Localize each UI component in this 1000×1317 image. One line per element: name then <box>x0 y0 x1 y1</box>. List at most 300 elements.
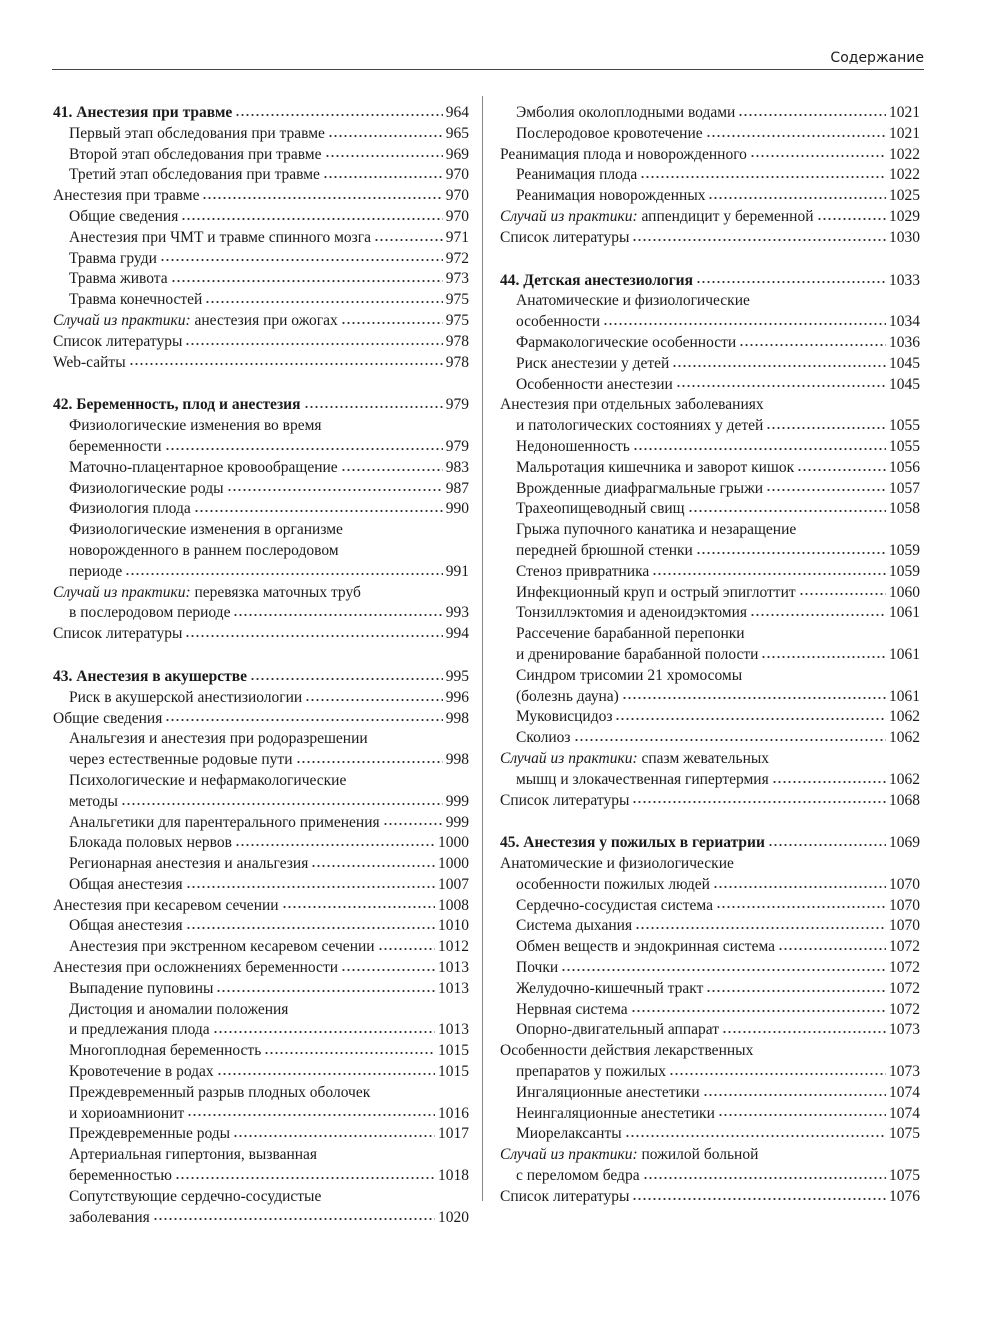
toc-entry[interactable] <box>53 624 469 645</box>
toc-entry-label <box>69 145 322 166</box>
toc-page-number: 999 <box>445 792 469 810</box>
toc-page-number: 970 <box>445 166 469 184</box>
toc-entry-text: Обмен веществ и эндокринная система <box>516 938 776 956</box>
toc-entry[interactable] <box>500 333 920 354</box>
toc-entry[interactable] <box>53 979 469 1000</box>
toc-entry-label <box>53 311 338 332</box>
leader-dots <box>165 716 442 724</box>
toc-entry[interactable] <box>500 666 920 708</box>
toc-entry-line <box>500 979 920 1000</box>
toc-entry-line <box>53 1020 469 1041</box>
toc-entry-text: Маточно-плацентарное кровообращение <box>69 458 338 476</box>
toc-entry-label <box>69 269 168 290</box>
toc-page-number: 1076 <box>889 1187 920 1205</box>
toc-entry[interactable] <box>53 583 469 625</box>
toc-entry-text: Список литературы <box>53 332 183 350</box>
toc-entry[interactable] <box>53 207 469 228</box>
toc-entry[interactable] <box>53 416 469 458</box>
toc-entry-label <box>500 791 629 812</box>
toc-entry-line <box>500 291 920 312</box>
toc-entry[interactable] <box>500 124 920 145</box>
toc-entry[interactable] <box>53 479 469 500</box>
toc-entry-line <box>53 958 469 979</box>
toc-entry[interactable] <box>53 1083 469 1125</box>
toc-entry[interactable] <box>500 1083 920 1104</box>
toc-entry-label <box>500 207 814 228</box>
toc-entry[interactable] <box>53 145 469 166</box>
toc-entry-text: Психологические и нефармакологические <box>69 771 347 789</box>
toc-entry-text: 45. Анестезия у пожилых в гериатрии <box>500 834 765 852</box>
toc-page-number: 1062 <box>889 729 920 747</box>
toc-page-number: 1060 <box>889 583 920 601</box>
toc-entry-label <box>500 854 734 875</box>
toc-entry-line <box>53 103 469 124</box>
toc-entry-label <box>516 562 649 583</box>
toc-entry[interactable] <box>53 249 469 270</box>
toc-entry[interactable] <box>500 1020 920 1041</box>
toc-entry-text: Сопутствующие сердечно-сосудистые <box>69 1187 322 1205</box>
toc-entry-line <box>53 165 469 186</box>
chapter-heading[interactable] <box>53 395 469 416</box>
toc-entry[interactable] <box>53 729 469 771</box>
toc-page-number: 1000 <box>438 834 469 852</box>
leader-dots <box>235 111 442 119</box>
toc-entry-line <box>53 416 469 437</box>
toc-entry[interactable] <box>500 437 920 458</box>
toc-entry-text: Первый этап обследования при травме <box>69 124 325 142</box>
toc-entry[interactable] <box>53 709 469 730</box>
toc-entry-label <box>516 520 796 541</box>
toc-entry-line <box>53 916 469 937</box>
toc-page-number: 1013 <box>438 979 469 997</box>
toc-entry-text: Анестезия при травме <box>53 187 200 205</box>
toc-entry-line <box>53 1062 469 1083</box>
toc-entry-label <box>500 1187 629 1208</box>
toc-entry[interactable] <box>53 916 469 937</box>
toc-entry-text: Сколиоз <box>516 729 571 747</box>
chapter-heading[interactable] <box>500 833 920 854</box>
toc-entry[interactable] <box>500 979 920 1000</box>
toc-entry-line <box>500 416 920 437</box>
toc-entry-line <box>53 1124 469 1145</box>
toc-entry-text: Реанимация новорожденных <box>516 187 706 205</box>
leader-dots <box>696 549 886 557</box>
toc-entry-label <box>516 728 571 749</box>
toc-page-number: 970 <box>445 187 469 205</box>
toc-entry[interactable] <box>500 896 920 917</box>
toc-entry-text: беременности <box>69 437 162 455</box>
toc-entry-text: Физиологические роды <box>69 479 224 497</box>
toc-entry-line <box>500 562 920 583</box>
toc-entry-line <box>53 395 469 416</box>
toc-entry[interactable] <box>53 311 469 332</box>
toc-entry-label <box>500 395 764 416</box>
toc-entry[interactable] <box>53 124 469 145</box>
toc-entry-line <box>53 875 469 896</box>
toc-entry-label <box>69 499 191 520</box>
toc-entry[interactable] <box>500 458 920 479</box>
case-study-label: Случай из практики: <box>500 749 638 767</box>
toc-entry-label <box>500 145 747 166</box>
toc-entry[interactable] <box>53 520 469 582</box>
leader-dots <box>175 1174 435 1182</box>
toc-entry-text: Третий этап обследования при травме <box>69 166 320 184</box>
toc-entry-line <box>53 979 469 1000</box>
toc-entry-label <box>69 249 157 270</box>
toc-entry[interactable] <box>53 186 469 207</box>
toc-entry-text: Мальротация кишечника и заворот кишок <box>516 458 795 476</box>
toc-entry-line <box>500 624 920 645</box>
toc-page-number: 1056 <box>889 458 920 476</box>
toc-entry-label <box>516 916 632 937</box>
toc-page-number: 1018 <box>438 1167 469 1185</box>
toc-entry-text: Миорелаксанты <box>516 1125 622 1143</box>
toc-entry[interactable] <box>500 916 920 937</box>
toc-entry-line <box>500 687 920 708</box>
toc-entry-label <box>69 479 224 500</box>
toc-entry-line <box>53 854 469 875</box>
toc-entry[interactable] <box>500 1145 920 1187</box>
toc-entry[interactable] <box>500 1124 920 1145</box>
toc-page-number: 990 <box>445 500 469 518</box>
toc-entry-line <box>500 228 920 249</box>
leader-dots <box>669 1070 886 1078</box>
leader-dots <box>194 507 443 515</box>
toc-entry-text: Анестезия при кесаревом сечении <box>53 896 279 914</box>
toc-entry[interactable] <box>500 499 920 520</box>
leader-dots <box>185 632 442 640</box>
toc-entry-line <box>53 479 469 500</box>
leader-dots <box>233 1132 435 1140</box>
toc-entry-text: методы <box>69 792 118 810</box>
toc-entry-line <box>53 624 469 645</box>
toc-entry-label <box>69 207 178 228</box>
toc-entry[interactable] <box>53 1187 469 1229</box>
toc-entry-label <box>516 1000 628 1021</box>
toc-entry-line <box>500 124 920 145</box>
toc-entry-label <box>516 979 703 1000</box>
leader-dots <box>125 570 442 578</box>
toc-entry-text: Список литературы <box>500 1187 630 1205</box>
toc-entry-line <box>500 1041 920 1062</box>
toc-entry[interactable] <box>500 479 920 500</box>
toc-entry-text: и дренирование барабанной полости <box>516 645 759 663</box>
toc-entry-text: Анестезия при осложнениях беременности <box>53 959 339 977</box>
toc-entry-text: особенности пожилых людей <box>516 875 710 893</box>
toc-entry[interactable] <box>500 145 920 166</box>
toc-entry[interactable] <box>500 958 920 979</box>
toc-entry[interactable] <box>500 562 920 583</box>
toc-entry-line <box>53 771 469 792</box>
toc-entry[interactable] <box>500 1187 920 1208</box>
toc-entry[interactable] <box>53 1062 469 1083</box>
toc-entry-line <box>53 124 469 145</box>
toc-entry[interactable] <box>500 707 920 728</box>
toc-entry-line <box>53 603 469 624</box>
toc-entry-label <box>69 124 325 145</box>
toc-page-number: 999 <box>445 813 469 831</box>
toc-entry-line <box>500 1124 920 1145</box>
chapter-heading[interactable] <box>53 103 469 124</box>
toc-entry[interactable] <box>53 458 469 479</box>
toc-entry-label <box>516 186 705 207</box>
toc-entry-label <box>516 458 794 479</box>
toc-page-number: 978 <box>445 353 469 371</box>
toc-entry-line <box>500 1020 920 1041</box>
toc-entry-text: Травма конечностей <box>69 291 203 309</box>
toc-entry-label <box>69 875 183 896</box>
leader-dots <box>706 132 886 140</box>
toc-entry[interactable] <box>500 186 920 207</box>
toc-entry-line <box>53 353 469 374</box>
toc-entry[interactable] <box>500 375 920 396</box>
toc-page-number: 1073 <box>889 1021 920 1039</box>
toc-entry-text: Общая анестезия <box>69 917 183 935</box>
toc-page-number: 991 <box>445 562 469 580</box>
toc-entry-label <box>53 332 182 353</box>
leader-dots <box>643 1174 886 1182</box>
toc-entry-text: Система дыхания <box>516 917 633 935</box>
leader-dots <box>233 611 442 619</box>
toc-entry[interactable] <box>500 1000 920 1021</box>
leader-dots <box>722 1028 886 1036</box>
toc-entry[interactable] <box>500 291 920 333</box>
toc-entry[interactable] <box>500 165 920 186</box>
leader-dots <box>341 966 435 974</box>
toc-entry-line <box>53 437 469 458</box>
toc-entry-label <box>69 290 202 311</box>
toc-entry-text: перевязка маточных труб <box>194 583 361 601</box>
toc-entry[interactable] <box>53 1041 469 1062</box>
toc-entry-text: 43. Анестезия в акушерстве <box>53 667 248 685</box>
toc-entry-line <box>53 311 469 332</box>
toc-page-number: 1045 <box>889 354 920 372</box>
toc-page-number: 1062 <box>889 708 920 726</box>
toc-entry-label <box>516 1020 719 1041</box>
toc-entry-line <box>500 854 920 875</box>
toc-entry-text: Неингаляционные анестетики <box>516 1104 715 1122</box>
toc-entry[interactable] <box>53 688 469 709</box>
toc-entry-line <box>500 165 920 186</box>
toc-entry-text: Общие сведения <box>69 207 179 225</box>
toc-entry-line <box>53 1145 469 1166</box>
toc-page-number: 1017 <box>438 1125 469 1143</box>
toc-entry-text: Особенности действия лекарственных <box>500 1042 754 1060</box>
toc-entry-text: Анальгетики для парентерального применения <box>69 813 380 831</box>
toc-entry[interactable] <box>53 165 469 186</box>
toc-entry[interactable] <box>53 896 469 917</box>
toc-page-number: 983 <box>445 458 469 476</box>
toc-entry-text: Преждевременные роды <box>69 1125 231 1143</box>
toc-entry-label <box>53 353 126 374</box>
toc-entry[interactable] <box>500 354 920 375</box>
leader-dots <box>632 798 886 806</box>
toc-page-number: 971 <box>445 228 469 246</box>
toc-entry-line <box>500 875 920 896</box>
toc-entry[interactable] <box>53 937 469 958</box>
toc-entry-text: через естественные родовые пути <box>69 751 293 769</box>
toc-entry-line <box>53 583 469 604</box>
toc-entry[interactable] <box>500 228 920 249</box>
toc-entry[interactable] <box>500 520 920 562</box>
toc-entry-line <box>53 937 469 958</box>
toc-entry[interactable] <box>500 103 920 124</box>
toc-entry-label <box>500 271 693 292</box>
leader-dots <box>631 1007 886 1015</box>
toc-entry[interactable] <box>53 1124 469 1145</box>
toc-entry-line <box>500 271 920 292</box>
toc-entry-text: Ингаляционные анестетики <box>516 1083 700 1101</box>
toc-entry-label <box>69 937 375 958</box>
toc-entry[interactable] <box>500 207 920 228</box>
toc-entry-line <box>500 479 920 500</box>
toc-entry[interactable] <box>53 499 469 520</box>
toc-entry[interactable] <box>500 583 920 604</box>
toc-entry-text: и хориоамнионит <box>69 1104 185 1122</box>
leader-dots <box>160 256 443 264</box>
toc-entry-text: и предлежания плода <box>69 1021 210 1039</box>
toc-entry-text: мышц и злокачественная гипертермия <box>516 770 769 788</box>
toc-entry-line <box>53 688 469 709</box>
toc-entry-text: Особенности анестезии <box>516 375 673 393</box>
toc-entry[interactable] <box>500 791 920 812</box>
leader-dots <box>708 194 886 202</box>
leader-dots <box>703 1091 886 1099</box>
toc-entry-label <box>69 416 322 437</box>
toc-entry[interactable] <box>500 395 920 437</box>
toc-entry[interactable] <box>53 353 469 374</box>
toc-entry[interactable] <box>53 813 469 834</box>
toc-entry-line <box>53 896 469 917</box>
chapter-heading[interactable] <box>53 667 469 688</box>
toc-entry[interactable] <box>500 624 920 666</box>
toc-entry[interactable] <box>500 749 920 791</box>
toc-page-number: 1000 <box>438 855 469 873</box>
toc-entry-text: Второй этап обследования при травме <box>69 145 322 163</box>
toc-entry-label <box>516 165 637 186</box>
leader-dots <box>383 820 443 828</box>
toc-entry[interactable] <box>53 854 469 875</box>
leader-dots <box>817 215 887 223</box>
leader-dots <box>305 696 443 704</box>
toc-page-number: 979 <box>445 396 469 414</box>
toc-entry[interactable] <box>500 728 920 749</box>
toc-page-number: 1025 <box>889 187 920 205</box>
toc-entry[interactable] <box>53 958 469 979</box>
toc-entry-label <box>516 499 685 520</box>
chapter-heading[interactable] <box>500 271 920 292</box>
toc-page-number: 1061 <box>889 645 920 663</box>
toc-entry-line <box>53 520 469 541</box>
toc-entry-text: Анестезия при экстренном кесаревом сечении <box>69 938 375 956</box>
toc-entry-label <box>516 937 775 958</box>
toc-entry-text: в послеродовом периоде <box>69 604 231 622</box>
toc-entry[interactable] <box>500 1104 920 1125</box>
toc-entry-text: Анатомические и физиологические <box>516 292 750 310</box>
toc-entry[interactable] <box>500 854 920 896</box>
toc-page-number: 1045 <box>889 375 920 393</box>
toc-entry-label <box>516 1104 715 1125</box>
toc-entry-label <box>516 624 745 645</box>
toc-entry[interactable] <box>53 771 469 813</box>
toc-entry-text: Рассечение барабанной перепонки <box>516 625 745 643</box>
toc-entry[interactable] <box>500 937 920 958</box>
toc-entry-text: Регионарная анестезия и анальгезия <box>69 855 309 873</box>
toc-entry-text: Послеродовое кровотечение <box>516 124 703 142</box>
leader-dots <box>341 319 443 327</box>
toc-entry-line <box>500 1062 920 1083</box>
toc-entry-text: Нервная система <box>516 1000 628 1018</box>
leader-dots <box>165 445 443 453</box>
case-study-label: Случай из практики: <box>53 311 191 329</box>
toc-entry[interactable] <box>53 290 469 311</box>
toc-page-number: 1074 <box>889 1104 920 1122</box>
toc-entry-text: Фармакологические особенности <box>516 333 737 351</box>
leader-dots <box>185 340 442 348</box>
leader-dots <box>374 236 443 244</box>
leader-dots <box>186 883 435 891</box>
leader-dots <box>739 341 886 349</box>
toc-page-number: 1055 <box>889 437 920 455</box>
leader-dots <box>171 277 443 285</box>
toc-entry-text: Риск анестезии у детей <box>516 354 670 372</box>
leader-dots <box>640 173 886 181</box>
toc-entry-text: Анальгезия и анестезия при родоразрешении <box>69 730 368 748</box>
case-study-label: Случай из практики: <box>500 207 638 225</box>
toc-entry[interactable] <box>53 1145 469 1187</box>
toc-entry-text: Анестезия при отдельных заболеваниях <box>500 396 764 414</box>
toc-page-number: 996 <box>445 688 469 706</box>
leader-dots <box>778 945 886 953</box>
toc-entry[interactable] <box>53 269 469 290</box>
toc-entry-text: Реанимация плода <box>516 166 638 184</box>
toc-entry-label <box>69 854 308 875</box>
toc-page-number: 1061 <box>889 687 920 705</box>
toc-entry-label <box>516 437 630 458</box>
toc-entry-text: пожилой больной <box>641 1146 759 1164</box>
toc-entry[interactable] <box>500 1041 920 1083</box>
toc-entry-line <box>53 792 469 813</box>
toc-entry-label <box>516 1083 700 1104</box>
header-rule <box>52 69 924 70</box>
toc-entry[interactable] <box>53 332 469 353</box>
toc-entry[interactable] <box>53 228 469 249</box>
toc-entry-text: и патологических состояниях у детей <box>516 417 764 435</box>
toc-page-number: 1068 <box>889 791 920 809</box>
toc-entry-line <box>53 269 469 290</box>
toc-entry-label <box>516 583 796 604</box>
toc-entry-line <box>500 916 920 937</box>
toc-entry-line <box>500 749 920 770</box>
toc-entry[interactable] <box>53 833 469 854</box>
toc-entry-line <box>53 1104 469 1125</box>
toc-entry[interactable] <box>53 875 469 896</box>
toc-entry-text: препаратов у пожилых <box>516 1063 667 1081</box>
toc-entry-line <box>500 937 920 958</box>
toc-page-number: 1070 <box>889 896 920 914</box>
toc-entry[interactable] <box>53 1000 469 1042</box>
toc-entry-label <box>516 958 558 979</box>
toc-page-number: 1021 <box>889 124 920 142</box>
leader-dots <box>129 360 443 368</box>
toc-entry-label <box>69 979 213 1000</box>
leader-dots <box>323 173 443 181</box>
toc-entry[interactable] <box>500 603 920 624</box>
toc-page-number: 1022 <box>889 166 920 184</box>
toc-entry-line <box>53 709 469 730</box>
toc-entry-label <box>69 771 346 792</box>
leader-dots <box>574 736 886 744</box>
